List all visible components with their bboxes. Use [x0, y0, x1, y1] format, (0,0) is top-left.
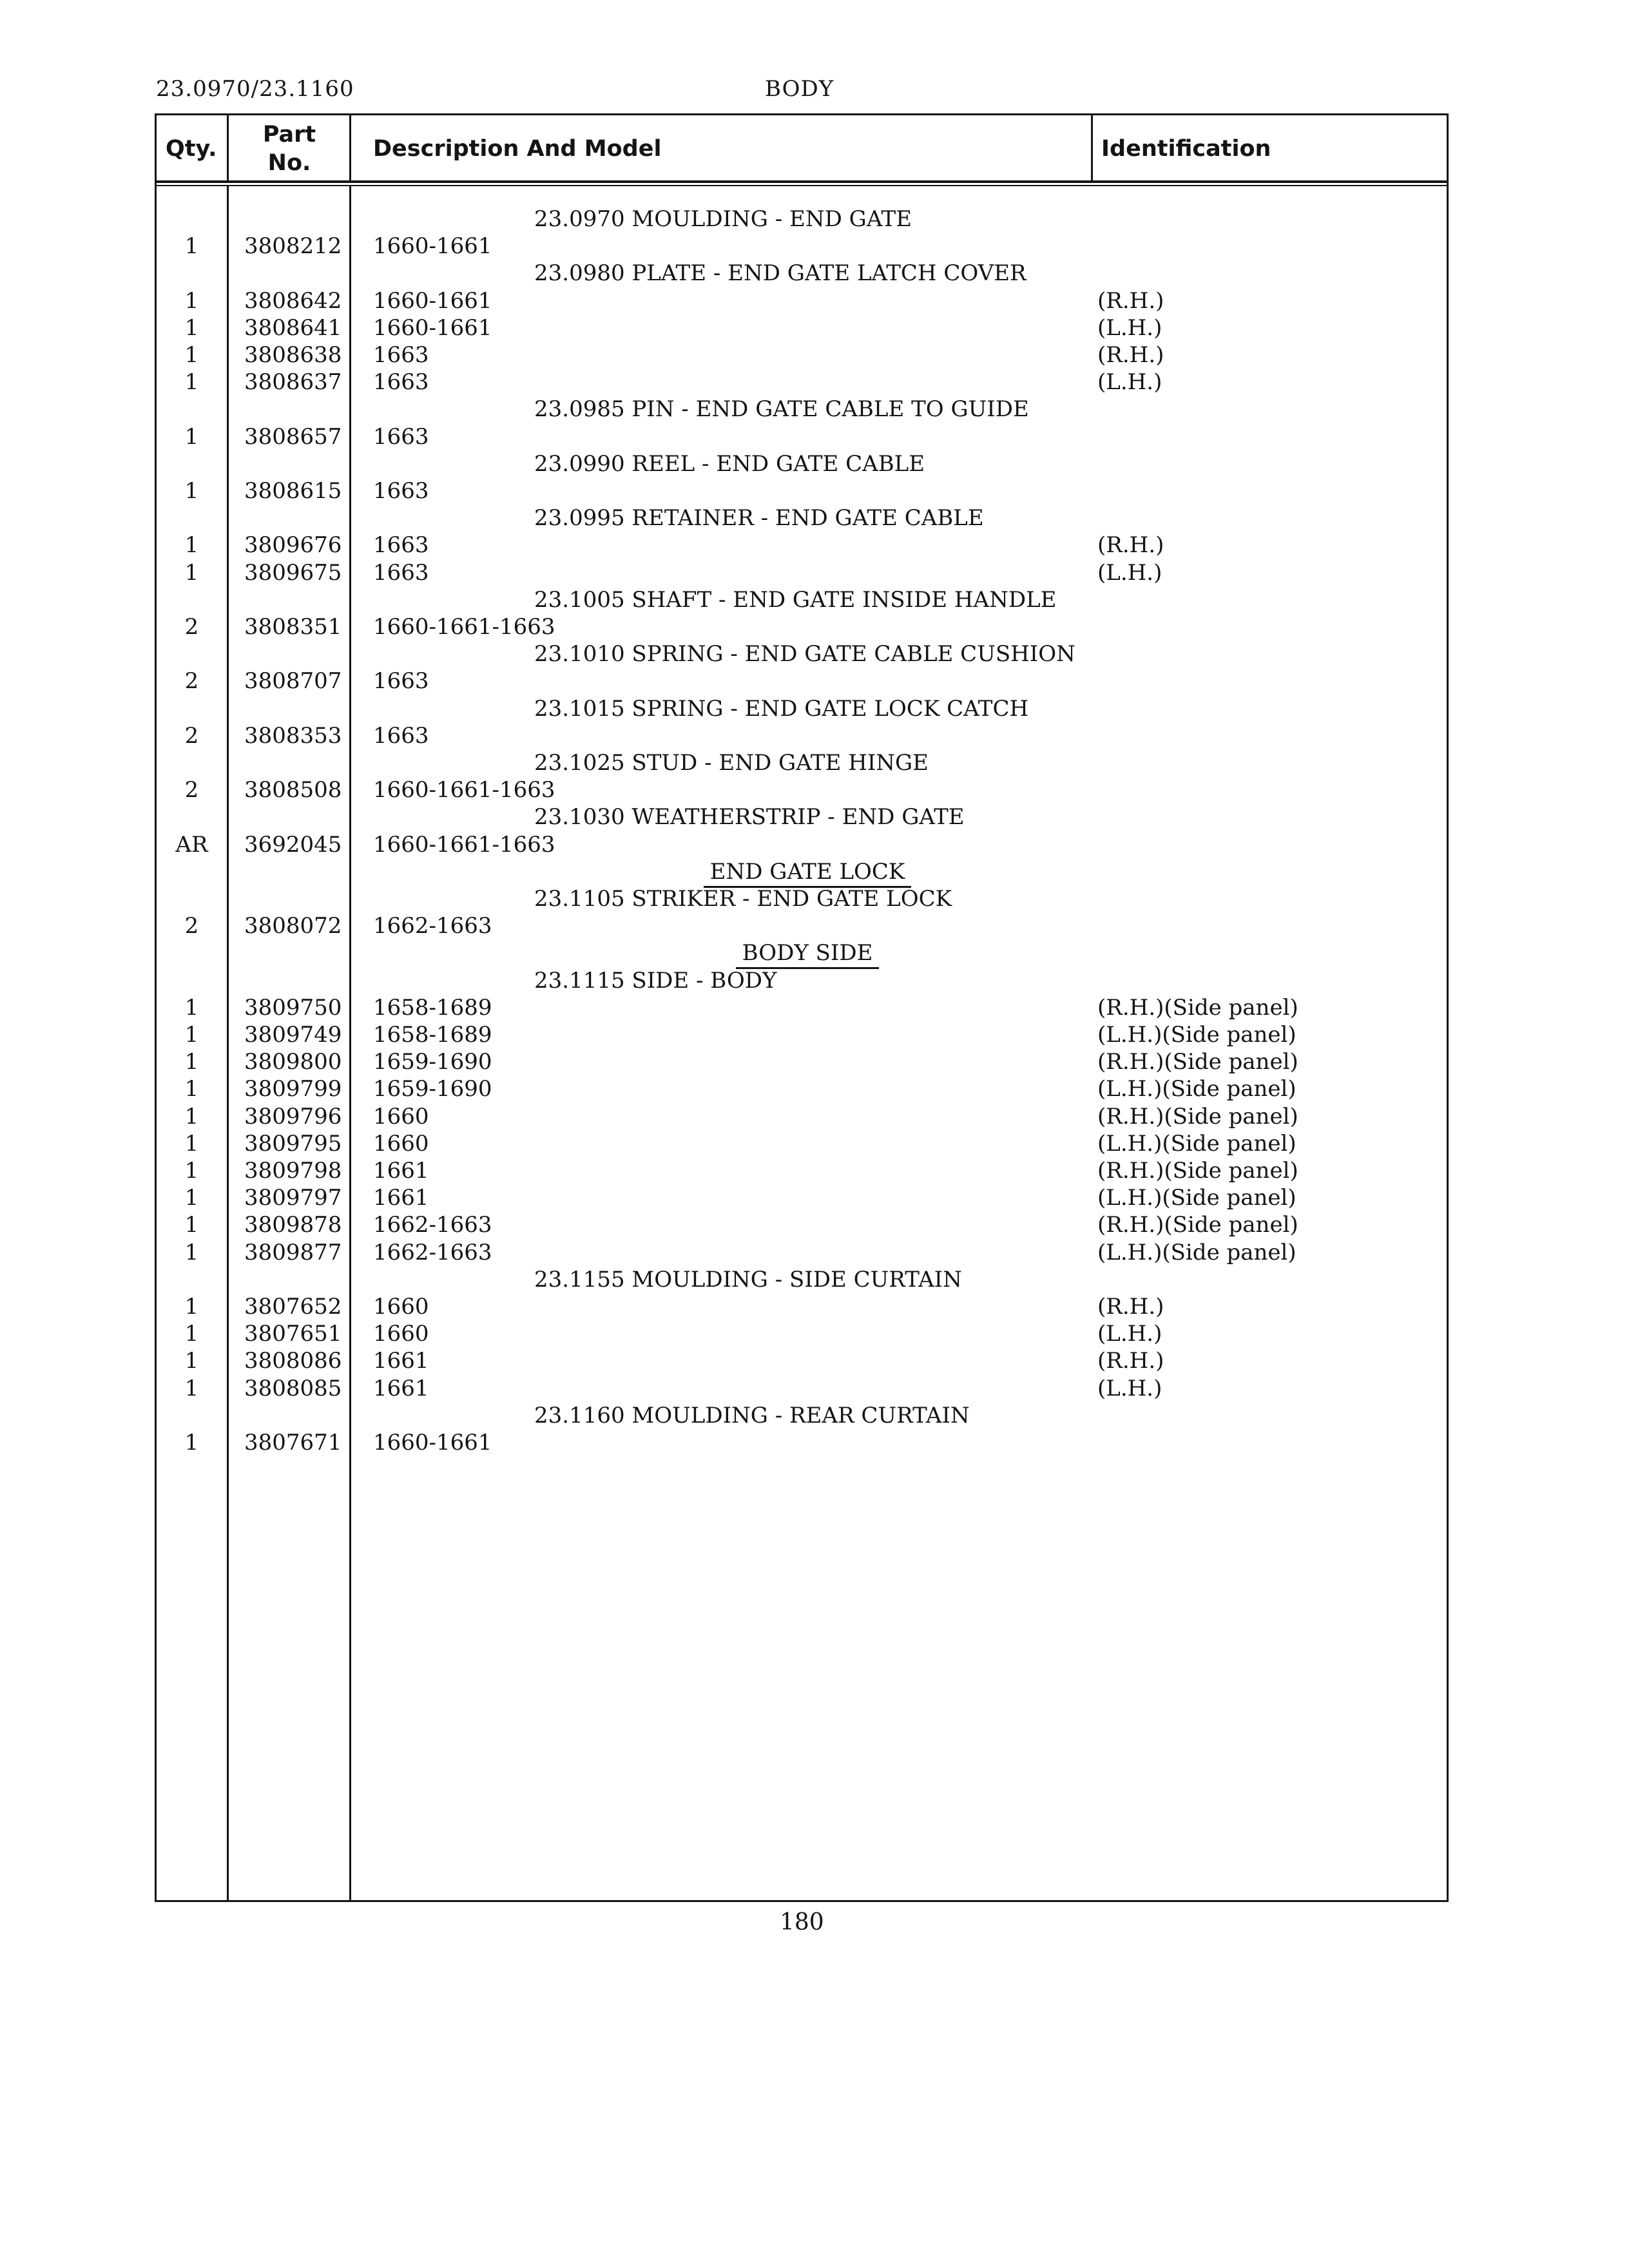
table-row: [157, 287, 1447, 314]
model-cell: 1660-1661: [373, 315, 492, 341]
table-row: [157, 776, 1447, 803]
item-group-title: [157, 640, 1447, 668]
model-cell: 1660-1661-1663: [373, 614, 555, 640]
identification-cell: (R.H.): [1097, 1294, 1164, 1320]
identification-cell: (R.H.)(Side panel): [1097, 995, 1298, 1021]
item-title-text: 23.1015 SPRING - END GATE LOCK CATCH: [534, 696, 1029, 722]
qty-cell: 1: [184, 369, 199, 395]
page-header-title: BODY: [765, 76, 834, 102]
qty-cell: 1: [184, 1294, 199, 1320]
qty-cell: 1: [184, 1348, 199, 1374]
part-number-cell: 3809675: [244, 560, 342, 586]
model-cell: 1661: [373, 1185, 429, 1211]
identification-cell: (L.H.)(Side panel): [1097, 1076, 1296, 1102]
part-number-cell: 3808642: [244, 288, 342, 314]
part-number-cell: 3807652: [244, 1294, 342, 1320]
qty-cell: 2: [184, 723, 199, 749]
page-header-reference: 23.0970/23.1160: [156, 76, 354, 102]
model-cell: 1659-1690: [373, 1049, 492, 1075]
part-number-cell: 3809798: [244, 1158, 342, 1184]
part-number-cell: 3809878: [244, 1212, 342, 1238]
model-cell: 1660-1661-1663: [373, 832, 555, 858]
column-header-part-line1: Part: [262, 122, 316, 148]
item-group-title: [157, 260, 1447, 287]
qty-cell: 1: [184, 1185, 199, 1211]
qty-cell: 1: [184, 478, 199, 504]
qty-cell: 1: [184, 1430, 199, 1456]
model-cell: 1660: [373, 1131, 429, 1157]
item-group-title: [157, 505, 1447, 532]
item-group-title: [157, 1402, 1447, 1429]
item-title-text: 23.0990 REEL - END GATE CABLE: [534, 451, 925, 477]
item-group-title: [157, 967, 1447, 994]
item-title-text: 23.0995 RETAINER - END GATE CABLE: [534, 505, 984, 531]
identification-cell: (R.H.): [1097, 1348, 1164, 1374]
part-number-cell: 3808641: [244, 315, 342, 341]
qty-cell: 2: [184, 614, 199, 640]
section-heading: [157, 858, 1447, 885]
item-title-text: 23.1025 STUD - END GATE HINGE: [534, 750, 929, 776]
part-number-cell: 3809750: [244, 995, 342, 1021]
table-row: [157, 1103, 1447, 1130]
qty-cell: 1: [184, 1104, 199, 1129]
table-row: [157, 831, 1447, 858]
qty-cell: 1: [184, 315, 199, 341]
table-row: [157, 1130, 1447, 1157]
part-number-cell: 3809797: [244, 1185, 342, 1211]
qty-cell: 2: [184, 913, 199, 939]
model-cell: 1663: [373, 723, 429, 749]
table-row: [157, 369, 1447, 396]
model-cell: 1663: [373, 532, 429, 558]
item-title-text: 23.0985 PIN - END GATE CABLE TO GUIDE: [534, 396, 1029, 422]
part-number-cell: 3808212: [244, 233, 342, 259]
qty-cell: 1: [184, 1158, 199, 1184]
item-group-title: [157, 450, 1447, 477]
part-number-cell: 3692045: [244, 832, 342, 858]
table-row: [157, 233, 1447, 260]
qty-cell: 1: [184, 1022, 199, 1048]
qty-cell: 1: [184, 1321, 199, 1347]
part-number-cell: 3808637: [244, 369, 342, 395]
table-row: [157, 1075, 1447, 1102]
model-cell: 1663: [373, 424, 429, 450]
identification-cell: (R.H.)(Side panel): [1097, 1104, 1298, 1129]
qty-cell: 1: [184, 342, 199, 368]
item-title-text: 23.1005 SHAFT - END GATE INSIDE HANDLE: [534, 587, 1057, 613]
part-number-cell: 3808508: [244, 777, 342, 803]
qty-cell: 1: [184, 233, 199, 259]
item-title-text: 23.1010 SPRING - END GATE CABLE CUSHION: [534, 641, 1075, 667]
item-group-title: [157, 396, 1447, 423]
identification-cell: (L.H.): [1097, 560, 1162, 586]
table-row: [157, 1239, 1447, 1266]
identification-cell: (R.H.)(Side panel): [1097, 1158, 1298, 1184]
table-row: [157, 314, 1447, 341]
table-row: [157, 477, 1447, 505]
qty-cell: 1: [184, 1076, 199, 1102]
qty-cell: AR: [175, 832, 208, 858]
part-number-cell: 3808707: [244, 668, 342, 694]
identification-cell: (L.H.): [1097, 1321, 1162, 1347]
item-group-title: [157, 695, 1447, 722]
item-group-title: [157, 1266, 1447, 1293]
part-number-cell: 3808638: [244, 342, 342, 368]
qty-cell: 1: [184, 1212, 199, 1238]
qty-cell: 1: [184, 1376, 199, 1401]
model-cell: 1660: [373, 1294, 429, 1320]
qty-cell: 1: [184, 560, 199, 586]
qty-cell: 1: [184, 532, 199, 558]
model-cell: 1663: [373, 668, 429, 694]
qty-cell: 1: [184, 1049, 199, 1075]
model-cell: 1661: [373, 1348, 429, 1374]
table-row: [157, 1048, 1447, 1075]
item-group-title: [157, 206, 1447, 233]
part-number-cell: 3809676: [244, 532, 342, 558]
item-title-text: 23.1160 MOULDING - REAR CURTAIN: [534, 1403, 970, 1428]
table-row: [157, 613, 1447, 640]
model-cell: 1660-1661: [373, 288, 492, 314]
identification-cell: (R.H.): [1097, 342, 1164, 368]
column-header-description: Description And Model: [373, 136, 662, 162]
table-row: [157, 1211, 1447, 1238]
model-cell: 1662-1663: [373, 913, 492, 939]
table-row: [157, 1021, 1447, 1048]
identification-cell: (L.H.)(Side panel): [1097, 1131, 1296, 1157]
part-number-cell: 3807651: [244, 1321, 342, 1347]
identification-cell: (L.H.): [1097, 369, 1162, 395]
model-cell: 1658-1689: [373, 1022, 492, 1048]
part-number-cell: 3808615: [244, 478, 342, 504]
item-group-title: [157, 803, 1447, 831]
table-row: [157, 1375, 1447, 1402]
part-number-cell: 3808072: [244, 913, 342, 939]
part-number-cell: 3809796: [244, 1104, 342, 1129]
model-cell: 1662-1663: [373, 1240, 492, 1265]
qty-cell: 2: [184, 668, 199, 694]
item-title-text: 23.1105 STRIKER - END GATE LOCK: [534, 886, 952, 912]
part-number-cell: 3809877: [244, 1240, 342, 1265]
model-cell: 1659-1690: [373, 1076, 492, 1102]
item-group-title: [157, 586, 1447, 613]
item-title-text: 23.1115 SIDE - BODY: [534, 968, 777, 994]
table-row: [157, 994, 1447, 1021]
model-cell: 1660-1661-1663: [373, 777, 555, 803]
model-cell: 1661: [373, 1158, 429, 1184]
part-number-cell: 3808657: [244, 424, 342, 450]
identification-cell: (L.H.): [1097, 315, 1162, 341]
section-heading-text: END GATE LOCK: [704, 859, 912, 888]
identification-cell: (R.H.): [1097, 532, 1164, 558]
column-header-identification: Identification: [1101, 136, 1271, 162]
model-cell: 1660-1661: [373, 1430, 492, 1456]
table-row: [157, 1347, 1447, 1374]
table-row: [157, 1320, 1447, 1347]
identification-cell: (R.H.): [1097, 288, 1164, 314]
item-title-text: 23.0970 MOULDING - END GATE: [534, 206, 912, 232]
section-heading-text: BODY SIDE: [736, 940, 880, 969]
identification-cell: (L.H.)(Side panel): [1097, 1240, 1296, 1265]
section-heading: [157, 939, 1447, 966]
page-number: 180: [780, 1909, 824, 1936]
table-row: [157, 532, 1447, 559]
parts-table: [155, 113, 1449, 1902]
model-cell: 1662-1663: [373, 1212, 492, 1238]
table-row: [157, 341, 1447, 369]
qty-cell: 2: [184, 777, 199, 803]
model-cell: 1663: [373, 478, 429, 504]
column-header-qty: Qty.: [166, 136, 217, 162]
table-row: [157, 1184, 1447, 1211]
qty-cell: 1: [184, 424, 199, 450]
table-row: [157, 912, 1447, 939]
model-cell: 1658-1689: [373, 995, 492, 1021]
item-title-text: 23.0980 PLATE - END GATE LATCH COVER: [534, 260, 1027, 286]
identification-cell: (L.H.)(Side panel): [1097, 1185, 1296, 1211]
identification-cell: (L.H.): [1097, 1376, 1162, 1401]
part-number-cell: 3807671: [244, 1430, 342, 1456]
table-row: [157, 668, 1447, 695]
model-cell: 1661: [373, 1376, 429, 1401]
identification-cell: (L.H.)(Side panel): [1097, 1022, 1296, 1048]
table-row: [157, 1157, 1447, 1184]
table-body: [157, 115, 1447, 1900]
model-cell: 1660-1661: [373, 233, 492, 259]
model-cell: 1663: [373, 342, 429, 368]
part-number-cell: 3809749: [244, 1022, 342, 1048]
qty-cell: 1: [184, 288, 199, 314]
table-row: [157, 1429, 1447, 1456]
identification-cell: (R.H.)(Side panel): [1097, 1049, 1298, 1075]
model-cell: 1660: [373, 1104, 429, 1129]
item-title-text: 23.1155 MOULDING - SIDE CURTAIN: [534, 1267, 962, 1293]
part-number-cell: 3809795: [244, 1131, 342, 1157]
table-row: [157, 722, 1447, 749]
part-number-cell: 3808351: [244, 614, 342, 640]
table-row: [157, 1293, 1447, 1320]
part-number-cell: 3808085: [244, 1376, 342, 1401]
item-title-text: 23.1030 WEATHERSTRIP - END GATE: [534, 804, 965, 830]
qty-cell: 1: [184, 1240, 199, 1265]
model-cell: 1660: [373, 1321, 429, 1347]
item-group-title: [157, 885, 1447, 912]
identification-cell: (R.H.)(Side panel): [1097, 1212, 1298, 1238]
part-number-cell: 3809800: [244, 1049, 342, 1075]
part-number-cell: 3809799: [244, 1076, 342, 1102]
column-header-part-line2: No.: [267, 150, 311, 176]
table-row: [157, 559, 1447, 586]
qty-cell: 1: [184, 995, 199, 1021]
model-cell: 1663: [373, 369, 429, 395]
item-group-title: [157, 749, 1447, 776]
model-cell: 1663: [373, 560, 429, 586]
qty-cell: 1: [184, 1131, 199, 1157]
part-number-cell: 3808086: [244, 1348, 342, 1374]
table-row: [157, 423, 1447, 450]
part-number-cell: 3808353: [244, 723, 342, 749]
